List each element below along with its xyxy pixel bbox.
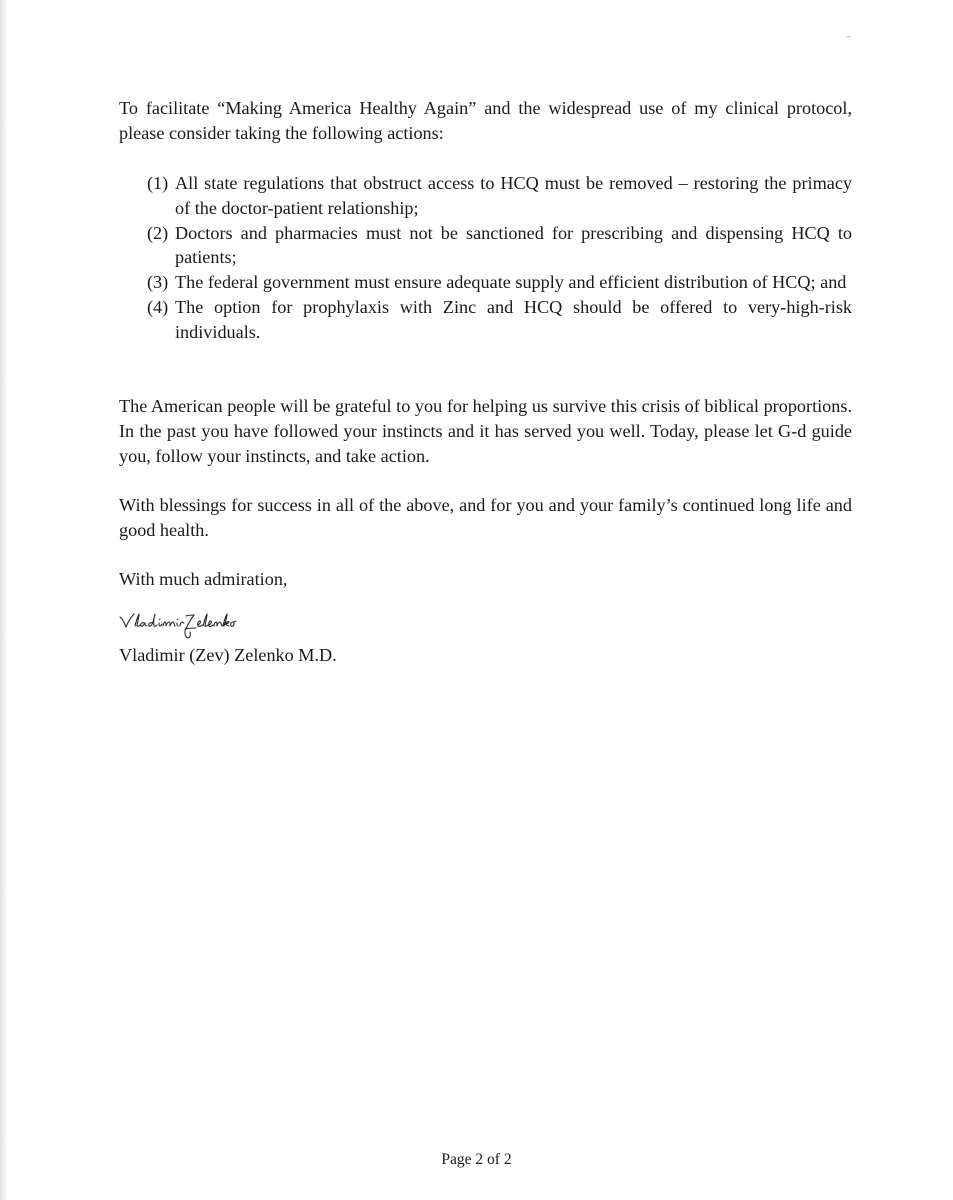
list-item: [147, 295, 852, 345]
list-item: [147, 221, 852, 271]
list-item-text: The federal government must ensure adequate supply and efficient distribution of HCQ; and: [175, 272, 847, 293]
list-item-text: Doctors and pharmacies must not be sanctioned for prescribing and dispensing HCQ to patients;: [175, 222, 852, 268]
list-item-number: (2): [147, 222, 169, 243]
intro-paragraph: To facilitate “Making America Healthy Again” and the widespread use of my clinical protocol, please consider taking the following actions:: [119, 98, 852, 143]
list-item: [147, 171, 852, 221]
list-item: [147, 270, 852, 295]
scan-mark: [846, 36, 851, 37]
closing-line: With much admiration,: [119, 569, 288, 589]
blessings-paragraph: With blessings for success in all of the above, and for you and your family’s continued long life and good health.: [119, 495, 852, 540]
action-list: [147, 171, 852, 345]
handwritten-signature: [118, 606, 238, 640]
signer-name: Vladimir (Zev) Zelenko M.D.: [119, 645, 337, 665]
list-item-number: (4): [147, 296, 169, 317]
list-item-text: The option for prophylaxis with Zinc and HCQ should be offered to very-high-risk individuals.: [175, 296, 852, 342]
page-edge: [0, 0, 8, 1200]
list-item-text: All state regulations that obstruct access to HCQ must be removed – restoring the primacy of the doctor-patient relationship;: [175, 173, 852, 218]
page-number: Page 2 of 2: [441, 1151, 512, 1168]
list-item-number: (1): [147, 173, 169, 193]
gratitude-paragraph: The American people will be grateful to you for helping us survive this crisis of biblical proportions. In the past you have followed your instincts and it has served you well. Today, please let G-d guide you, follow your instincts, and take action.: [119, 396, 852, 466]
list-item-number: (3): [147, 272, 169, 293]
